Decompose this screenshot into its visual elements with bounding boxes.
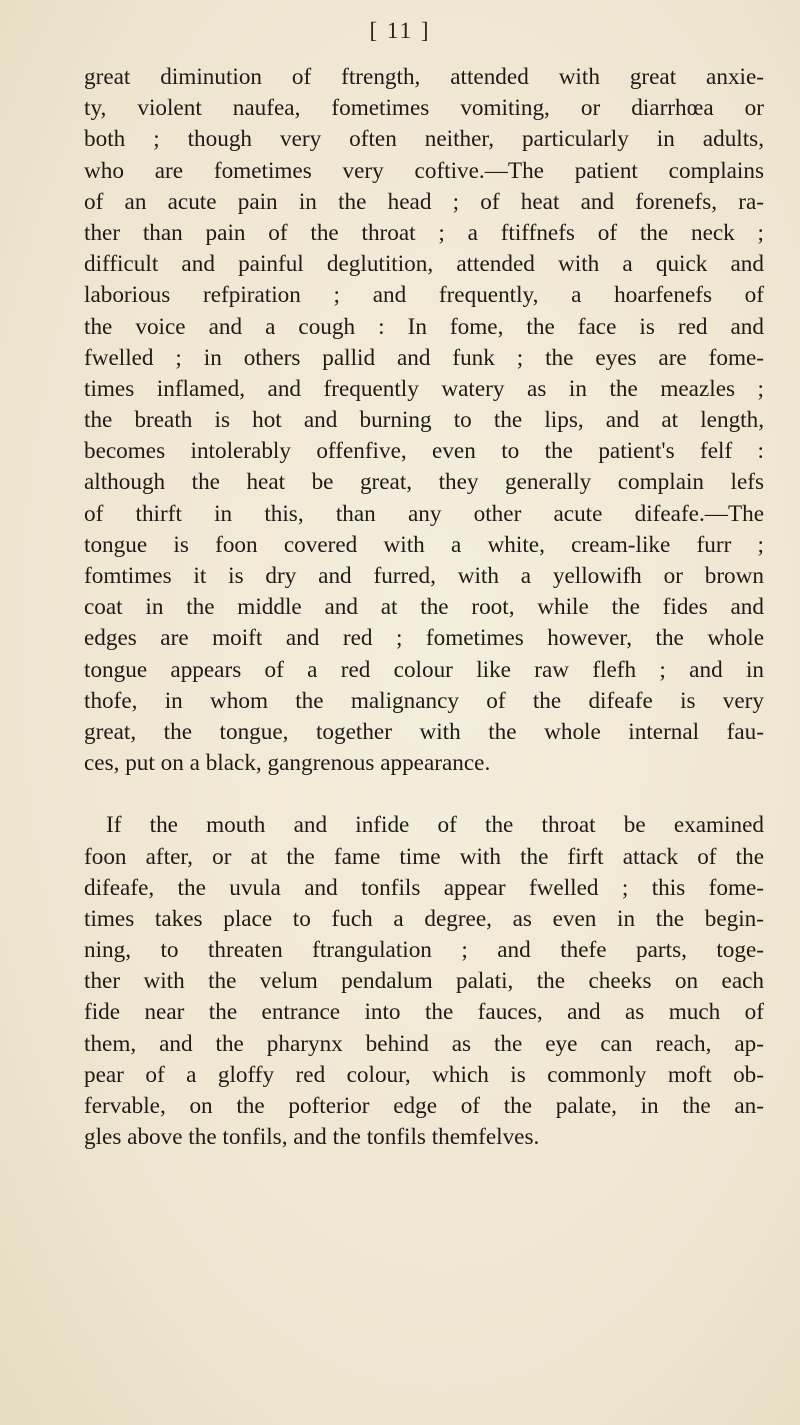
text-line: great, the tongue, together with the whole internal fau-	[84, 718, 764, 745]
text-line: times takes place to fuch a degree, as even in the begin-	[84, 905, 764, 932]
text-line: ty, violent naufea, fometimes vomiting, or diarrhœa or	[84, 95, 764, 122]
text-line: difficult and painful deglutition, attended with a quick and	[84, 251, 764, 278]
paragraph-spacer	[84, 779, 764, 810]
text-line: pear of a gloffy red colour, which is commonly moft ob-	[84, 1061, 764, 1088]
text-line: ning, to threaten ftrangulation ; and thefe parts, toge-	[84, 937, 764, 964]
text-line: ces, put on a black, gangrenous appearance.	[84, 750, 491, 777]
text-line: fervable, on the pofterior edge of the palate, in the an-	[84, 1093, 764, 1119]
text-line: becomes intolerably offenfive, even to the patient's felf :	[84, 438, 764, 465]
text-line: of thirft in this, than any other acute difeafe.—The	[84, 500, 764, 527]
text-line: tongue is foon covered with a white, cream-like furr ;	[84, 531, 764, 558]
paragraph-2	[84, 810, 764, 1153]
text-line: the voice and a cough : In fome, the face is red and	[84, 313, 764, 340]
text-line: laborious refpiration ; and frequently, a hoarfenefs of	[84, 282, 764, 309]
text-line: coat in the middle and at the root, while the fides and	[84, 594, 764, 621]
text-line: gles above the tonfils, and the tonfils themfelves.	[84, 1124, 540, 1151]
text-line: difeafe, the uvula and tonfils appear fwelled ; this fome-	[84, 874, 764, 901]
text-line: thofe, in whom the malignancy of the difeafe is very	[84, 687, 764, 714]
text-line: edges are moift and red ; fometimes however, the whole	[84, 625, 764, 652]
text-line: ther with the velum pendalum palati, the cheeks on each	[84, 968, 764, 995]
text-line: the breath is hot and burning to the lips, and at length,	[84, 407, 764, 434]
text-line: If the mouth and infide of the throat be examined	[106, 812, 764, 839]
text-line: times inflamed, and frequently watery as in the meazles ;	[84, 375, 764, 402]
text-line: foon after, or at the fame time with the firft attack of the	[84, 843, 764, 870]
text-line: tongue appears of a red colour like raw flefh ; and in	[84, 656, 764, 683]
text-line: fwelled ; in others pallid and funk ; the eyes are fome-	[84, 344, 764, 371]
text-line: although the heat be great, they generally complain lefs	[84, 469, 764, 496]
text-line: them, and the pharynx behind as the eye can reach, ap-	[84, 1030, 764, 1057]
text-line: both ; though very often neither, particularly in adults,	[84, 126, 764, 153]
text-line: great diminution of ftrength, attended with great anxie-	[84, 64, 764, 90]
text-line: fomtimes it is dry and furred, with a yellowifh or brown	[84, 563, 764, 589]
page-body-text	[84, 62, 764, 1153]
text-line: fide near the entrance into the fauces, and as much of	[84, 999, 764, 1026]
page-number: [ 11 ]	[369, 18, 431, 43]
text-line: ther than pain of the throat ; a ftiffnefs of the neck ;	[84, 219, 764, 246]
text-line: of an acute pain in the head ; of heat and forenefs, ra-	[84, 188, 764, 215]
text-line: who are fometimes very coftive.—The patient complains	[84, 157, 764, 184]
paragraph-1	[84, 62, 764, 779]
